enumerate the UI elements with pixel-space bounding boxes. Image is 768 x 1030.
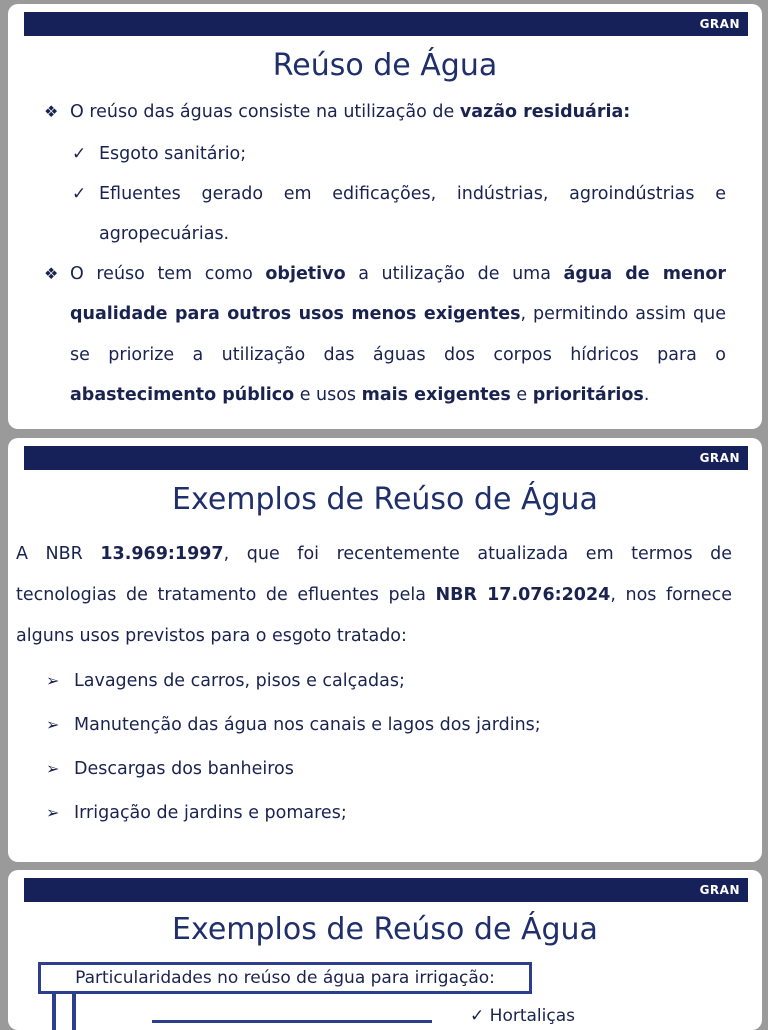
text-segment: Hortaliças [489, 1006, 575, 1026]
gran-logo: GRAN [699, 17, 740, 31]
check-icon: ✓ [72, 144, 87, 164]
paragraph-objective-line3: se priorize a utilização das águas dos corpos hídricos para o [70, 345, 726, 365]
text-segment: e [510, 385, 533, 405]
text-segment: O reúso tem como [70, 264, 266, 284]
check-item-esgoto: Esgoto sanitário; [99, 144, 247, 164]
slide-header-bar [24, 446, 748, 470]
arrow-bullet-icon: ➢ [46, 803, 60, 822]
bold-text: vazão residuária: [459, 102, 631, 122]
hortalicas-label: ✓ Hortaliças [470, 1006, 575, 1026]
nbr-paragraph-line3: alguns usos previstos para o esgoto tratado: [16, 626, 407, 646]
gran-logo: GRAN [699, 451, 740, 465]
text-segment: , que foi recentemente atualizada em termos de [223, 544, 733, 564]
slide-exemplos-irrigacao [8, 870, 762, 1030]
bold-text: água de menor [563, 264, 726, 284]
bold-text: prioritários [532, 385, 644, 405]
list-item: Irrigação de jardins e pomares; [74, 803, 347, 823]
text-segment: . [643, 385, 650, 405]
paragraph-objective-line4 [70, 375, 726, 415]
diamond-bullet-icon: ❖ [44, 264, 59, 283]
check-item-efluentes-line2: agropecuárias. [99, 224, 230, 244]
connector-line [52, 994, 56, 1030]
paragraph-definition [70, 92, 730, 132]
text-segment: tecnologias de tratamento de efluentes pela [16, 585, 436, 605]
bold-text: mais exigentes [361, 385, 511, 405]
text-segment: A NBR [16, 544, 101, 564]
nbr-paragraph-line1 [16, 534, 732, 575]
arrow-bullet-icon: ➢ [46, 715, 60, 734]
arrow-bullet-icon: ➢ [46, 671, 60, 690]
irrigation-particularities-box: Particularidades no reúso de água para irrigação: [38, 962, 532, 994]
text-segment: e usos [294, 385, 362, 405]
nbr-paragraph-line2 [16, 575, 732, 616]
text-segment: , nos fornece [610, 585, 733, 605]
text-segment: O reúso das águas consiste na utilização de [70, 102, 460, 122]
bold-text: objetivo [265, 264, 346, 284]
connector-line [152, 1020, 432, 1023]
bold-text: qualidade para outros usos menos exigentes [70, 304, 521, 324]
slide-title: Reúso de Água [272, 48, 498, 83]
slide-exemplos-reuso [8, 438, 762, 862]
list-item: Lavagens de carros, pisos e calçadas; [74, 671, 405, 691]
bold-text: NBR 17.076:2024 [435, 585, 611, 605]
diamond-bullet-icon: ❖ [44, 102, 59, 121]
text-segment: a utilização de uma [345, 264, 564, 284]
check-icon: ✓ [72, 184, 87, 204]
bold-text: abastecimento público [70, 385, 295, 405]
slide-reuso-de-agua [8, 4, 762, 429]
slide-title: Exemplos de Reúso de Água [172, 912, 598, 947]
list-item: Manutenção das água nos canais e lagos dos jardins; [74, 715, 541, 735]
connector-line [72, 994, 76, 1030]
bold-text: 13.969:1997 [100, 544, 224, 564]
paragraph-objective-line1 [70, 254, 726, 294]
slide-header-bar [24, 878, 748, 902]
list-item: Descargas dos banheiros [74, 759, 294, 779]
text-segment: , permitindo assim que [520, 304, 726, 324]
gran-logo: GRAN [699, 883, 740, 897]
check-item-efluentes-line1: Efluentes gerado em edificações, indústrias, agroindústrias e [99, 184, 726, 204]
slide-title: Exemplos de Reúso de Água [172, 482, 598, 517]
slide-header-bar [24, 12, 748, 36]
paragraph-objective-line2 [70, 294, 726, 334]
arrow-bullet-icon: ➢ [46, 759, 60, 778]
